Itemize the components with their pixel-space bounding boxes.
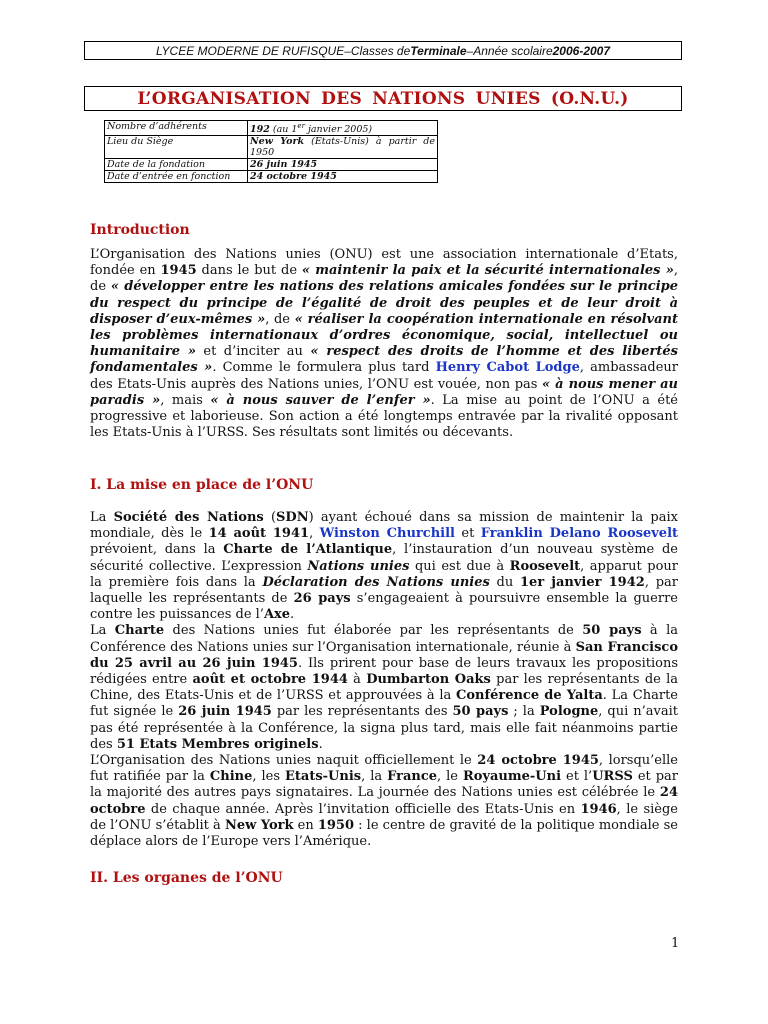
fact-label: Date de la fondation xyxy=(105,159,248,171)
intro-section xyxy=(90,222,678,238)
section-heading-organes: II. Les organes de l’ONU xyxy=(90,870,283,886)
body-paragraph: La Charte des Nations unies fut élaborée par les représentants de 50 pays à la Conférence des Nations unies sur l’Organisation internationale, réunie à San Francisco du 25 avril au 26 juin 1945. Ils prirent pour base de leurs travaux les propositions rédigées entre août et octobre 1944 à Dumbarton Oaks par les représentants de la Chine, des Etats-Unis et de l’URSS et approuvées à la Conférence de Yalta. La Charte fut signée le 26 juin 1945 par les représentants des 50 pays ; la Pologne, qui n’avait pas été représentée à la Conférence, la signa plus tard, mais elle fait néanmoins partie des 51 Etats Membres originels. xyxy=(90,623,679,752)
facts-row xyxy=(105,121,438,136)
bold-term: Charte xyxy=(114,623,165,639)
fact-value: New York (Etats-Unis) à partir de 1950 xyxy=(248,136,438,159)
bold-term: 14 août 1941 xyxy=(208,526,310,542)
bold-term: New York xyxy=(224,817,294,833)
facts-row xyxy=(105,159,438,171)
quoted-emphasis: « à nous sauver de l’enfer » xyxy=(210,392,431,408)
quoted-emphasis: « réaliser la coopération internationale en résolvant les problèmes internationaux d’ordres économique, social, intellectuel ou humanitaire » xyxy=(90,311,678,360)
section-heading-introduction: Introduction xyxy=(90,222,190,238)
section-1-body xyxy=(90,510,678,850)
facts-table xyxy=(104,120,438,183)
section-heading-mise-en-place: I. La mise en place de l’ONU xyxy=(90,477,314,493)
fact-label: Nombre d’adhérents xyxy=(105,121,248,136)
person-name: Henry Cabot Lodge xyxy=(435,360,580,376)
fact-value: 26 juin 1945 xyxy=(248,159,438,171)
bold-term: 1950 xyxy=(317,817,355,833)
fact-value: 24 octobre 1945 xyxy=(248,171,438,183)
bold-term: Dumbarton Oaks xyxy=(366,672,491,688)
facts-row xyxy=(105,171,438,183)
bold-term: 1er janvier 1942 xyxy=(520,574,645,590)
facts-row xyxy=(105,136,438,159)
bold-term: URSS xyxy=(592,769,633,785)
bold-term: 24 octobre 1945 xyxy=(477,753,599,769)
bold-term: Société des Nations xyxy=(113,510,264,525)
school-name: LYCEE MODERNE DE RUFISQUE xyxy=(155,43,345,58)
quoted-emphasis: Déclaration des Nations unies xyxy=(262,574,490,590)
bold-term: San Francisco du 25 avril au 26 juin 1945 xyxy=(90,639,678,671)
bold-term: Chine xyxy=(209,769,253,785)
bold-term: 24 octobre xyxy=(90,785,678,817)
school-year: 2006-2007 xyxy=(552,43,611,58)
fact-label: Lieu du Siège xyxy=(105,136,248,159)
page-number: 1 xyxy=(671,936,680,951)
person-name: Winston Churchill xyxy=(319,526,455,542)
intro-paragraph-wrap xyxy=(90,247,678,441)
fact-value: 192 (au 1er janvier 2005) xyxy=(248,121,438,136)
bold-term: France xyxy=(387,769,438,785)
bold-term: 1945 xyxy=(160,263,197,279)
bold-term: SDN xyxy=(276,510,309,525)
header-separator: – xyxy=(466,43,474,58)
bold-term: 1946 xyxy=(580,801,617,817)
fact-label: Date d’entrée en fonction xyxy=(105,171,248,183)
classes-level: Terminale xyxy=(410,43,467,58)
bold-term: Conférence de Yalta xyxy=(456,688,603,704)
person-name: Franklin Delano Roosevelt xyxy=(480,526,679,542)
bold-term: Pologne xyxy=(539,704,599,720)
body-paragraph: La Société des Nations (SDN) ayant échoué dans sa mission de maintenir la paix mondiale, dès le 14 août 1941, Winston Churchill et Franklin Delano Roosevelt prévoient, dans la Charte de l’Atlantique, l’instauration d’un nouveau système de sécurité collective. L’expression Nations unies qui est due à Roosevelt, apparut pour la première fois dans la Déclaration des Nations unies du 1er janvier 1942, par laquelle les représentants de 26 pays s’engageaient à poursuivre ensemble la guerre contre les puissances de l’Axe. xyxy=(90,510,679,623)
classes-prefix: Classes de xyxy=(350,43,411,58)
body-paragraph: L’Organisation des Nations unies naquit officiellement le 24 octobre 1945, lorsqu’elle fut ratifiée par la Chine, les Etats-Unis, la France, le Royaume-Uni et l’URSS et par la majorité des autres pays signataires. La journée des Nations unies est célébrée le 24 octobre de chaque année. Après l’invitation officielle des Etats-Unis en 1946, le siège de l’ONU s’établit à New York en 1950 : le centre de gravité de la politique mondiale se déplace alors de l’Europe vers l’Amérique. xyxy=(90,753,678,850)
document-header xyxy=(84,41,682,60)
bold-term: 51 Etats Membres originels xyxy=(116,736,319,752)
section-2 xyxy=(90,870,678,886)
quoted-emphasis: « développer entre les nations des relations amicales fondées sur le principe du respect du principe de l’égalité de droit des peuples et de leur droit à disposer d’eux-mêmes » xyxy=(90,279,678,327)
bold-term: Axe xyxy=(263,607,291,623)
year-prefix: Année scolaire xyxy=(473,43,553,58)
quoted-emphasis: « respect des droits de l’homme et des libertés fondamentales » xyxy=(90,344,678,376)
bold-term: 50 pays xyxy=(452,704,509,720)
bold-term: Roosevelt xyxy=(509,558,581,574)
bold-term: 50 pays xyxy=(582,623,642,639)
bold-term: 26 pays xyxy=(293,591,351,607)
fact-value-detail: (au 1er janvier 2005) xyxy=(269,122,373,136)
bold-term: 26 juin 1945 xyxy=(178,704,272,720)
bold-term: Etats-Unis xyxy=(285,769,362,785)
section-1 xyxy=(90,477,678,493)
bold-term: Charte de l’Atlantique xyxy=(223,542,393,558)
quoted-emphasis: Nations unies xyxy=(307,558,410,574)
quoted-emphasis: « maintenir la paix et la sécurité internationales » xyxy=(301,263,674,279)
bold-term: Royaume-Uni xyxy=(462,769,562,785)
bold-term: août et octobre 1944 xyxy=(192,672,348,688)
quoted-emphasis: « à nous mener au paradis » xyxy=(90,376,678,408)
header-separator: – xyxy=(344,43,351,58)
document-title: L’ORGANISATION DES NATIONS UNIES (O.N.U.) xyxy=(84,86,682,111)
intro-paragraph: L’Organisation des Nations unies (ONU) est une association internationale d’Etats, fondée en 1945 dans le but de « maintenir la paix et la sécurité internationales », de « développer entre les nations des relations amicales fondées sur le principe du respect du principe de l’égalité de droit des peuples et de leur droit à disposer d’eux-mêmes », de « réaliser la coopération internationale en résolvant les problèmes internationaux d’ordres économique, social, intellectuel ou humanitaire » et d’inciter au « respect des droits de l’homme et des libertés fondamentales ». Comme le formulera plus tard Henry Cabot Lodge, ambassadeur des Etats-Unis auprès des Nations unies, l’ONU est vouée, non pas « à nous mener au paradis », mais « à nous sauver de l’enfer ». La mise au point de l’ONU a été progressive et laborieuse. Son action a été longtemps entravée par la rivalité opposant les Etats-Unis à l’URSS. Ses résultats sont limités ou décevants. xyxy=(90,247,678,441)
